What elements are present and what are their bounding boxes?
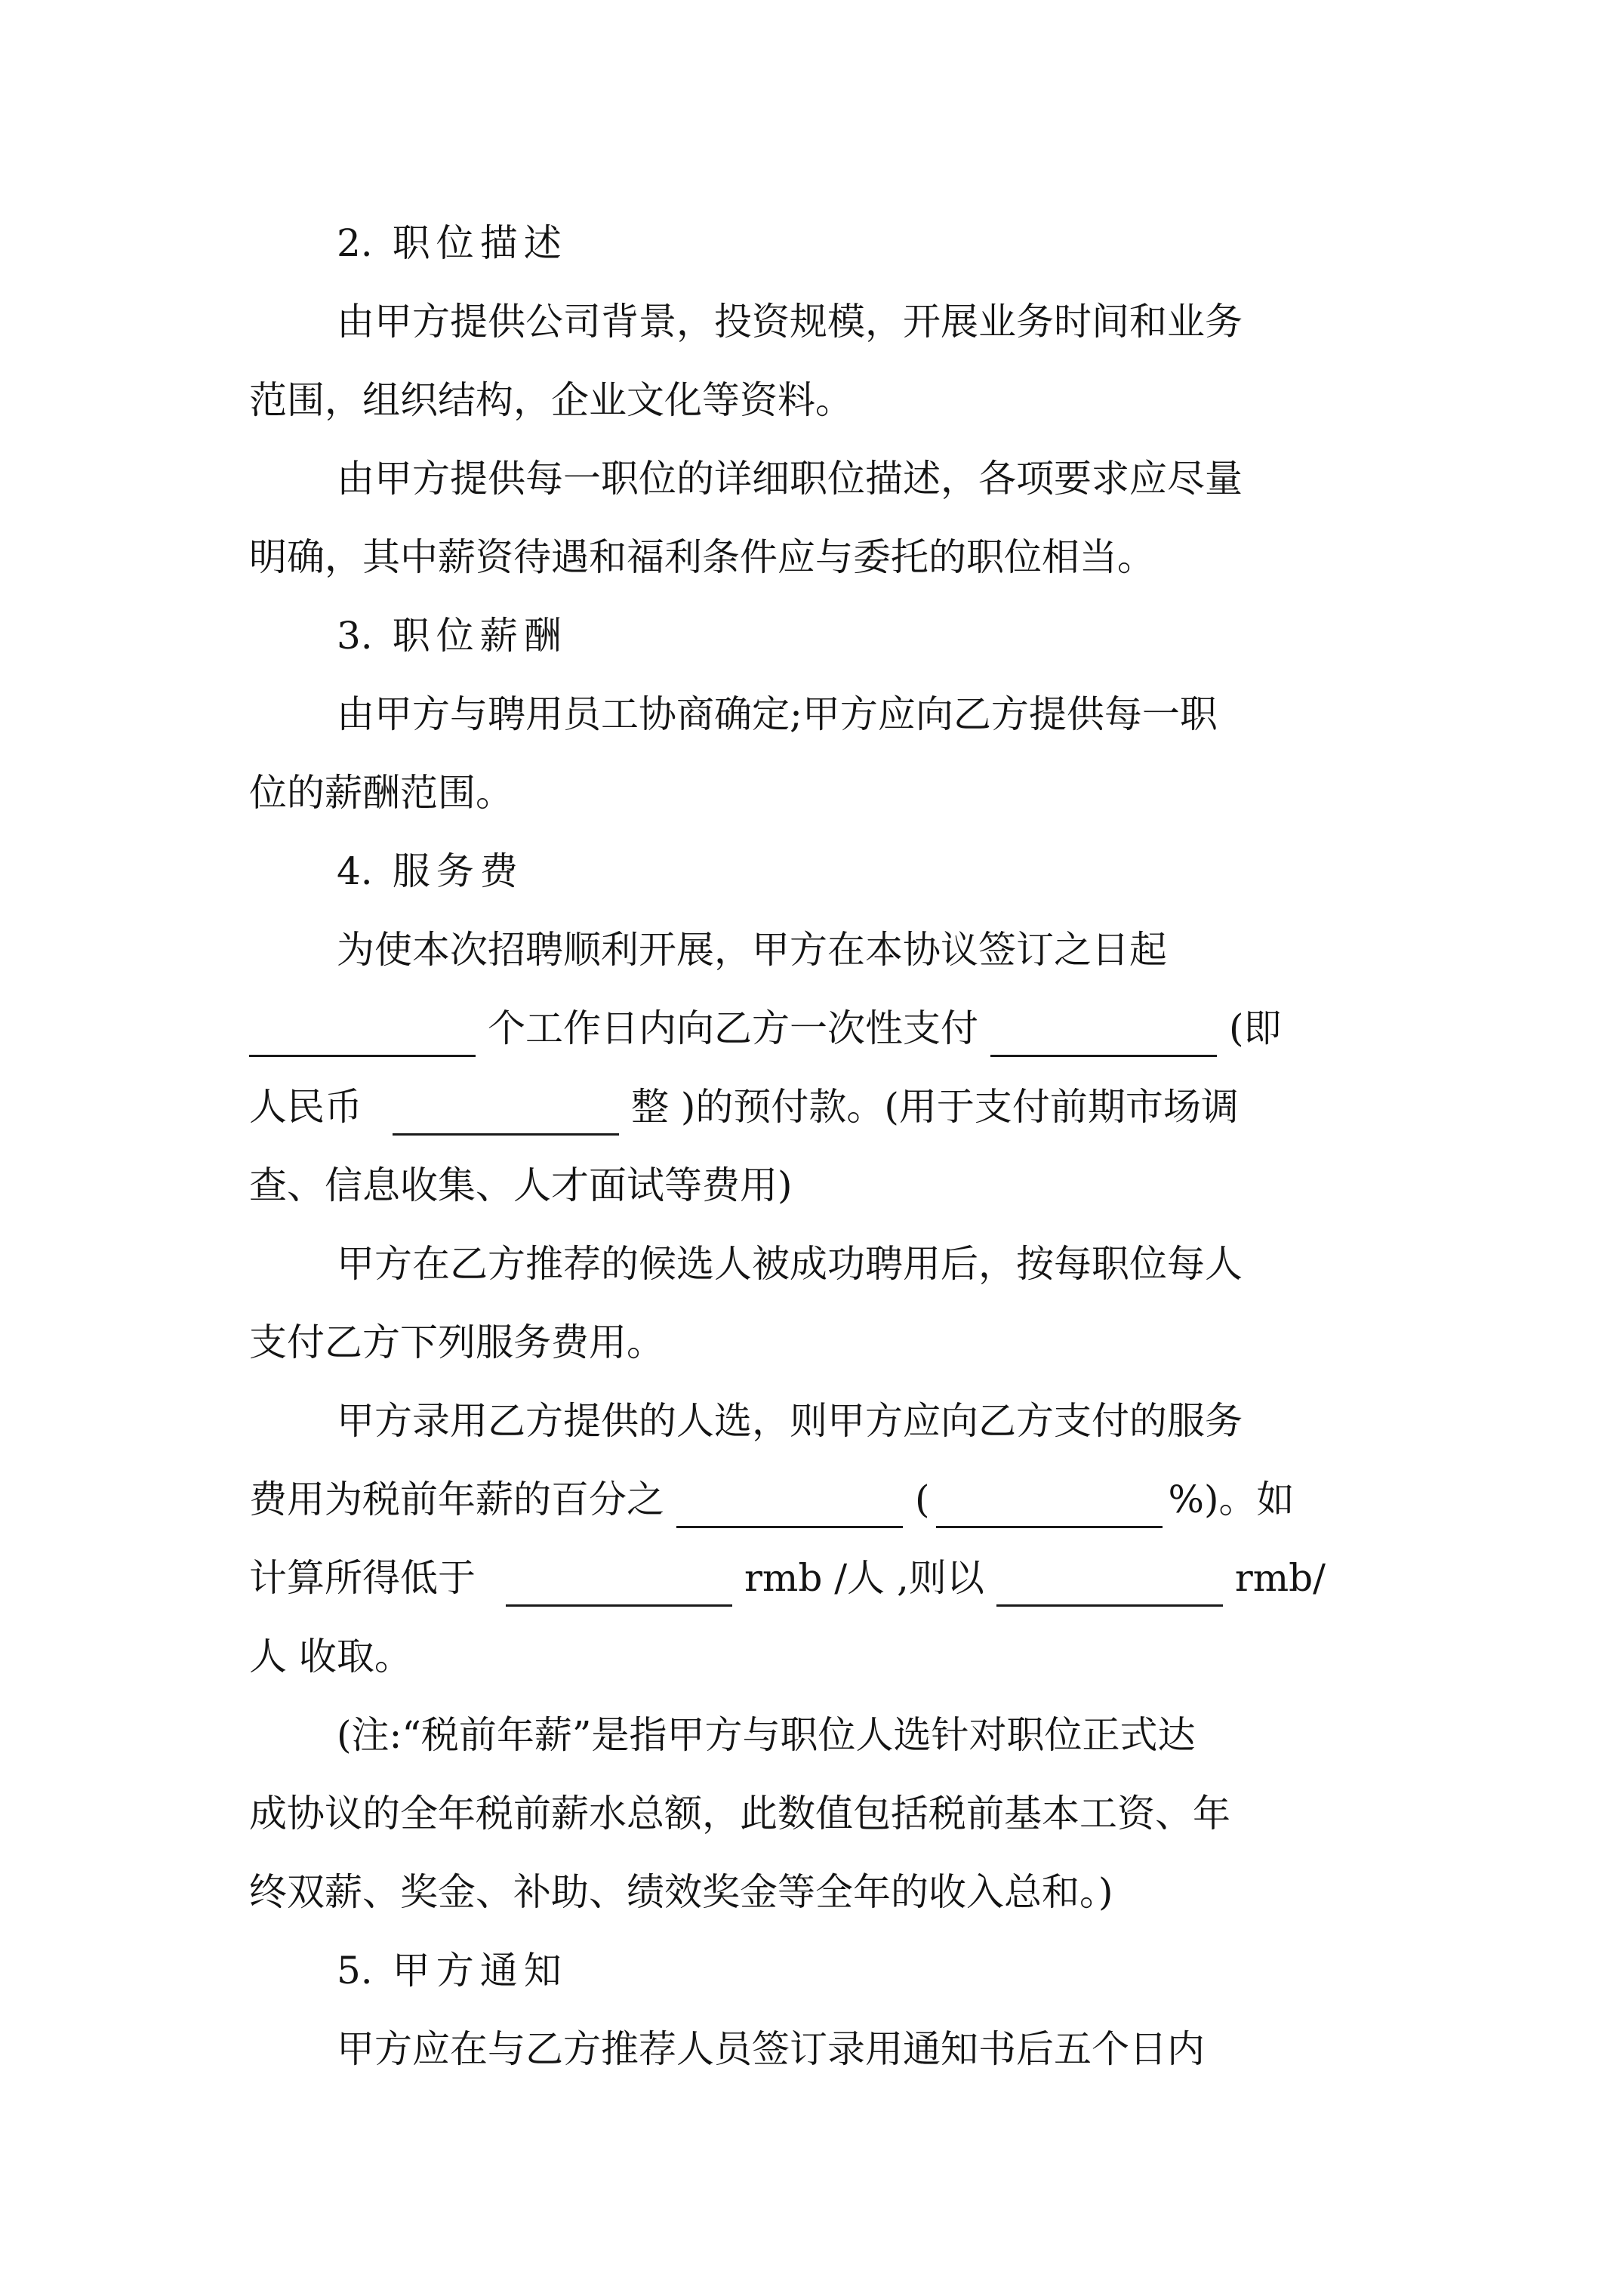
- text-line: 人 收取。: [249, 1635, 412, 1678]
- text-line: 为使本次招聘顺利开展，甲方在本协议签订之日起: [337, 928, 1167, 972]
- paragraph-line: [337, 675, 1381, 754]
- text-line: 终双薪、奖金、补助、绩效奖金等全年的收入总和。): [249, 1870, 1113, 1914]
- text-line: (注:“税前年薪”是指甲方与职位人选针对职位正式达: [337, 1713, 1196, 1757]
- text-line: 由甲方提供公司背景，投资规模，开展业务时间和业务: [337, 300, 1243, 344]
- text-line: 由甲方与聘用员工协商确定;甲方应向乙方提供每一职: [337, 692, 1218, 736]
- paragraph-line: [249, 518, 1381, 596]
- fill-in-blank-prepayment[interactable]: [990, 1000, 1217, 1057]
- paragraph-line: [249, 1068, 1381, 1146]
- section-2-heading: [337, 204, 1469, 282]
- paragraph-line: [337, 282, 1381, 361]
- text-line: 支付乙方下列服务费用。: [249, 1321, 664, 1364]
- section-title: 职位描述: [392, 221, 568, 265]
- section-number: 4.: [337, 849, 373, 893]
- text-line: 范围，组织结构，企业文化等资料。: [249, 378, 853, 422]
- section-4-heading: [337, 832, 1469, 911]
- note-line: [249, 1853, 1381, 1931]
- paragraph-line: [337, 911, 1381, 989]
- section-title: 服务费: [392, 849, 524, 893]
- text-line: 成协议的全年税前薪水总额，此数值包括税前基本工资、年: [249, 1792, 1230, 1835]
- text-segment: 计算所得低于: [249, 1556, 476, 1600]
- text-segment: 个工作日内向乙方一次性支付: [488, 1006, 978, 1050]
- text-segment: 人民币: [249, 1085, 362, 1129]
- paragraph-line: [249, 361, 1381, 439]
- paragraph-line: [249, 1539, 1381, 1617]
- paragraph-line: [249, 1617, 1381, 1696]
- fill-in-blank-percentage-number[interactable]: [936, 1472, 1163, 1528]
- text-line: 甲方应在与乙方推荐人员签订录用通知书后五个日内: [337, 2027, 1205, 2071]
- paragraph-line: [249, 754, 1381, 832]
- fill-in-blank-fixed-fee[interactable]: [996, 1550, 1223, 1607]
- fill-in-blank-workdays[interactable]: [249, 1000, 476, 1057]
- paragraph-line: [249, 1303, 1381, 1382]
- section-number: 2.: [337, 221, 373, 265]
- text-segment: (: [915, 1478, 930, 1521]
- note-line: [249, 1774, 1381, 1853]
- section-number: 3.: [337, 614, 373, 658]
- text-line: 位的薪酬范围。: [249, 771, 513, 815]
- text-line: 明确，其中薪资待遇和福利条件应与委托的职位相当。: [249, 535, 1155, 579]
- text-line: 由甲方提供每一职位的详细职位描述，各项要求应尽量: [337, 457, 1243, 501]
- text-segment: 整 )的预付款。(用于支付前期市场调: [631, 1085, 1239, 1129]
- text-segment: rmb/: [1234, 1556, 1326, 1600]
- fill-in-blank-rmb-amount[interactable]: [393, 1079, 619, 1136]
- paragraph-line: [337, 1225, 1381, 1303]
- section-number: 5.: [337, 1949, 373, 1992]
- note-line: [337, 1696, 1381, 1774]
- paragraph-line: [249, 989, 1381, 1068]
- paragraph-line: [337, 2010, 1381, 2088]
- paragraph-line: [337, 439, 1381, 518]
- section-title: 甲方通知: [392, 1949, 568, 1992]
- text-segment: rmb /人 ,则以: [744, 1556, 984, 1600]
- fill-in-blank-percentage-words[interactable]: [676, 1472, 903, 1528]
- text-line: 甲方录用乙方提供的人选，则甲方应向乙方支付的服务: [337, 1399, 1243, 1443]
- text-line: 甲方在乙方推荐的候选人被成功聘用后，按每职位每人: [337, 1242, 1243, 1286]
- text-segment: 费用为税前年薪的百分之: [249, 1478, 664, 1521]
- text-line: 查、信息收集、人才面试等费用): [249, 1163, 793, 1207]
- text-segment: (即: [1229, 1006, 1282, 1050]
- section-3-heading: [337, 596, 1469, 675]
- fill-in-blank-minimum-fee[interactable]: [506, 1550, 732, 1607]
- text-segment: %)。如: [1168, 1478, 1295, 1521]
- paragraph-line: [337, 1382, 1381, 1460]
- paragraph-line: [249, 1146, 1381, 1225]
- section-5-heading: [337, 1931, 1469, 2010]
- section-title: 职位薪酬: [392, 614, 568, 658]
- paragraph-line: [249, 1460, 1381, 1539]
